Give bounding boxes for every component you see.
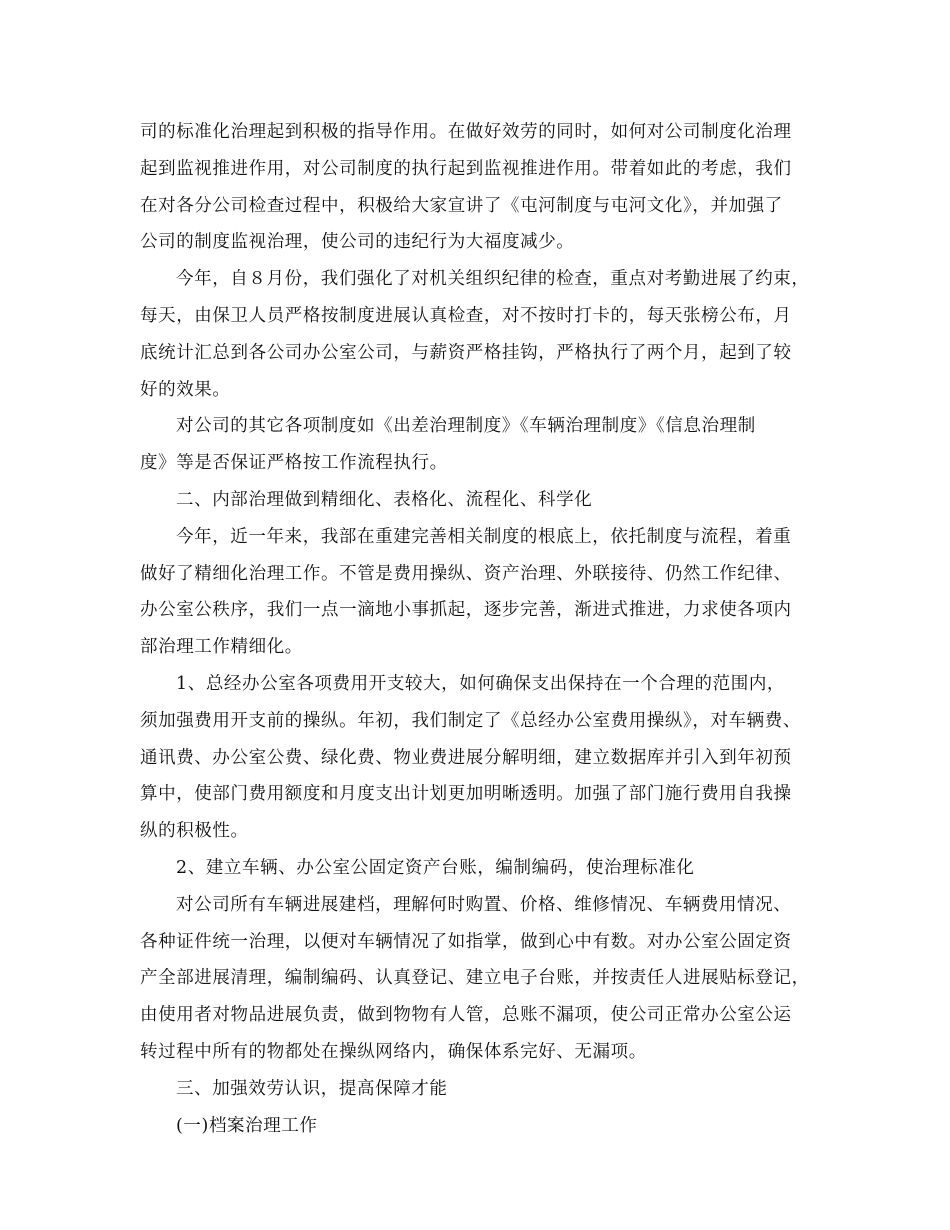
text-line: 通讯费、办公室公费、绿化费、物业费进展分解明细，建立数据库并引入到年初预 (140, 747, 792, 768)
text-line: 好的效果。 (140, 379, 231, 400)
text-line: 司的标准化治理起到积极的指导作用。在做好效劳的同时，如何对公司制度化治理 (140, 122, 792, 142)
text-line: 产全部进展清理，编制编码、认真登记、建立电子台账，并按责任人进展贴标登记， (140, 968, 810, 989)
text-line: 底统计汇总到各公司办公室公司，与薪资严格挂钩，严格执行了两个月，起到了较 (140, 342, 792, 363)
text-line: 各种证件统一治理，以便对车辆情况了如指掌，做到心中有数。对办公室公固定资 (140, 931, 792, 952)
text-line: 对公司的其它各项制度如《出差治理制度》《车辆治理制度》《信息治理制 (176, 416, 756, 437)
text-line: 2、建立车辆、办公室公固定资产台账，编制编码，使治理标准化 (176, 857, 695, 878)
text-line: 每天，由保卫人员严格按制度进展认真检查，对不按时打卡的，每天张榜公布，月 (140, 305, 792, 326)
text-line: 度》等是否保证严格按工作流程执行。 (140, 453, 448, 474)
text-line: 对公司所有车辆进展建档，理解何时购置、价格、维修情况、车辆费用情况、 (176, 894, 792, 915)
text-line: 须加强费用开支前的操纵。年初，我们制定了《总经办公室费用操纵》，对车辆费、 (140, 710, 801, 731)
text-line: 今年，近一年来，我部在重建完善相关制度的根底上，依托制度与流程，着重 (176, 526, 792, 547)
text-line: 算中，使部门费用额度和月度支出计划更加明晰透明。加强了部门施行费用自我操 (140, 784, 792, 805)
text-line: 在对各分公司检查过程中，积极给大家宣讲了《屯河制度与屯河文化》，并加强了 (140, 195, 783, 216)
text-line: 做好了精细化治理工作。不管是费用操纵、资产治理、外联接待、仍然工作纪律、 (140, 563, 792, 584)
text-line: 三、加强效劳认识，提高保障才能 (176, 1078, 448, 1099)
text-line: 由使用者对物品进展负责，做到物物有人管，总账不漏项，使公司正常办公室公运 (140, 1005, 792, 1026)
text-line: 二、内部治理做到精细化、表格化、流程化、科学化 (176, 489, 593, 510)
text-line: 1、总经办公室各项费用开支较大，如何确保支出保持在一个合理的范围内， (176, 673, 786, 694)
text-line: 起到监视推进作用，对公司制度的执行起到监视推进作用。带着如此的考虑，我们 (140, 158, 792, 179)
text-line: 办公室公秩序，我们一点一滴地小事抓起，逐步完善，渐进式推进，力求使各项内 (140, 600, 792, 621)
text-line: 今年，自８月份，我们强化了对机关组织纪律的检查，重点对考勤进展了约束， (176, 269, 810, 290)
document-body (140, 114, 820, 1144)
text-line: 纵的积极性。 (140, 821, 249, 842)
text-line: 部治理工作精细化。 (140, 637, 303, 658)
text-line: 转过程中所有的物都处在操纵网络内，确保体系完好、无漏项。 (140, 1041, 647, 1062)
text-line: 公司的制度监视治理，使公司的违纪行为大福度减少。 (140, 232, 575, 253)
text-line: (一)档案治理工作 (176, 1115, 318, 1136)
